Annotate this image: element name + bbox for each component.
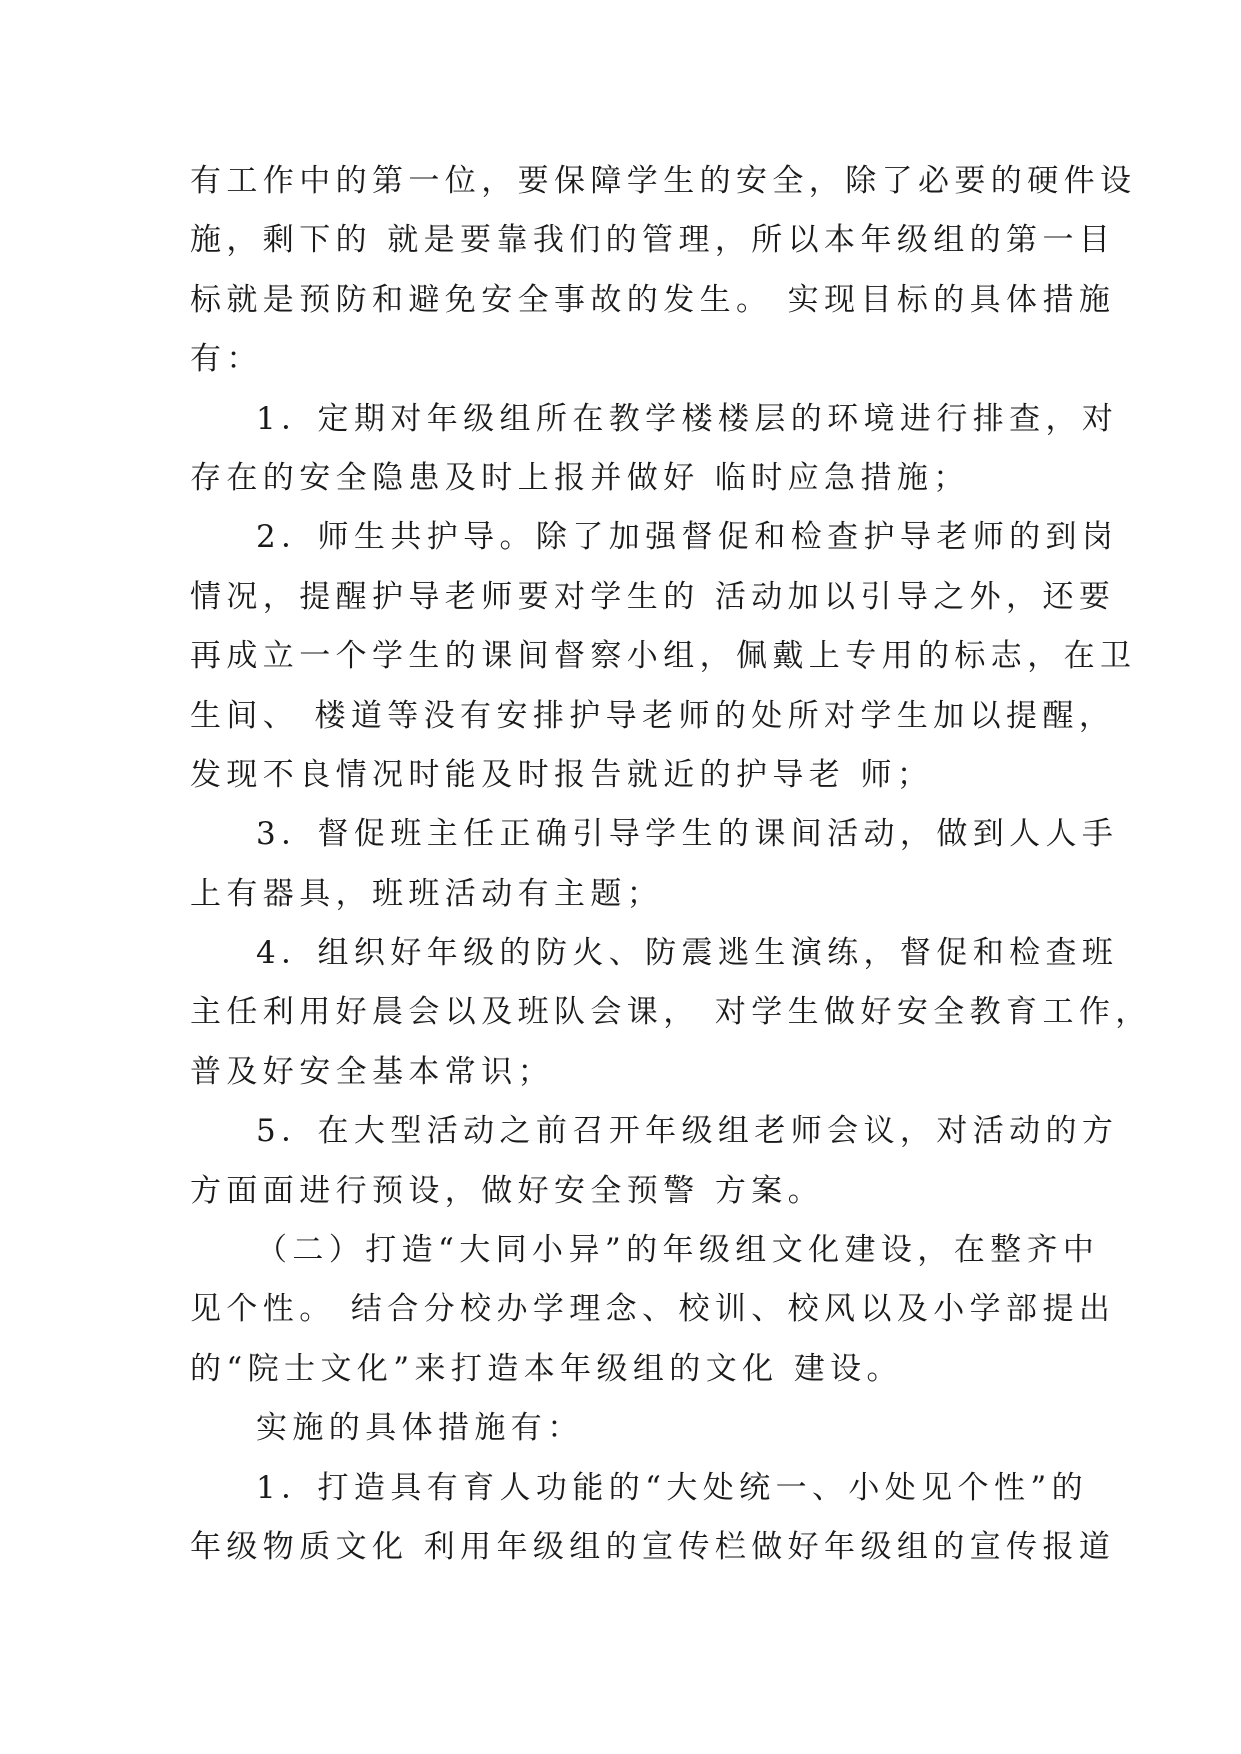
list-item-4-line: 4．组织好年级的防火、防震逃生演练，督促和检查班	[256, 935, 1119, 972]
section-heading-line: （二）打造“大同小异”的年级组文化建设，在整齐中	[256, 1232, 1100, 1269]
list-item-2-line: 2．师生共护导。除了加强督促和检查护导老师的到岗	[256, 519, 1119, 556]
body-text	[190, 152, 1152, 1577]
measures-intro-line: 实施的具体措施有：	[256, 1410, 584, 1447]
list-item-1-line: 1．定期对年级组所在教学楼楼层的环境进行排查，对	[256, 400, 1119, 437]
text-line: 再成立一个学生的课间督察小组，佩戴上专用的标志，在卫	[190, 638, 1137, 675]
text-line: 年级物质文化 利用年级组的宣传栏做好年级组的宣传报道	[190, 1528, 1116, 1565]
text-line: 上有器具，班班活动有主题；	[190, 875, 664, 912]
text-line: 方面面进行预设，做好安全预警 方案。	[190, 1172, 825, 1209]
text-line: 有工作中的第一位，要保障学生的安全，除了必要的硬件设	[190, 163, 1137, 199]
list-item-3-line: 3．督促班主任正确引导学生的课间活动，做到人人手	[256, 816, 1119, 853]
list-item-1-line: 1．打造具有育人功能的“大处统一、小处见个性”的	[256, 1469, 1089, 1506]
text-line: 主任利用好晨会以及班队会课， 对学生做好安全教育工作，	[190, 994, 1152, 1031]
list-item-5-line: 5．在大型活动之前召开年级组老师会议，对活动的方	[256, 1113, 1119, 1150]
text-line: 发现不良情况时能及时报告就近的护导老 师；	[190, 756, 934, 793]
text-line: 的“院士文化”来打造本年级组的文化 建设。	[190, 1350, 903, 1387]
text-line: 情况，提醒护导老师要对学生的 活动加以引导之外，还要	[190, 578, 1116, 615]
text-line: 普及好安全基本常识；	[190, 1053, 554, 1090]
text-line: 施，剩下的 就是要靠我们的管理，所以本年级组的第一目	[190, 222, 1116, 259]
text-line: 存在的安全隐患及时上报并做好 临时应急措施；	[190, 459, 970, 496]
text-line: 生间、 楼道等没有安排护导老师的处所对学生加以提醒，	[190, 697, 1116, 734]
text-line: 有：	[190, 341, 263, 378]
text-line: 见个性。 结合分校办学理念、校训、校风以及小学部提出	[190, 1291, 1116, 1328]
text-line: 标就是预防和避免安全事故的发生。 实现目标的具体措施	[190, 281, 1116, 318]
